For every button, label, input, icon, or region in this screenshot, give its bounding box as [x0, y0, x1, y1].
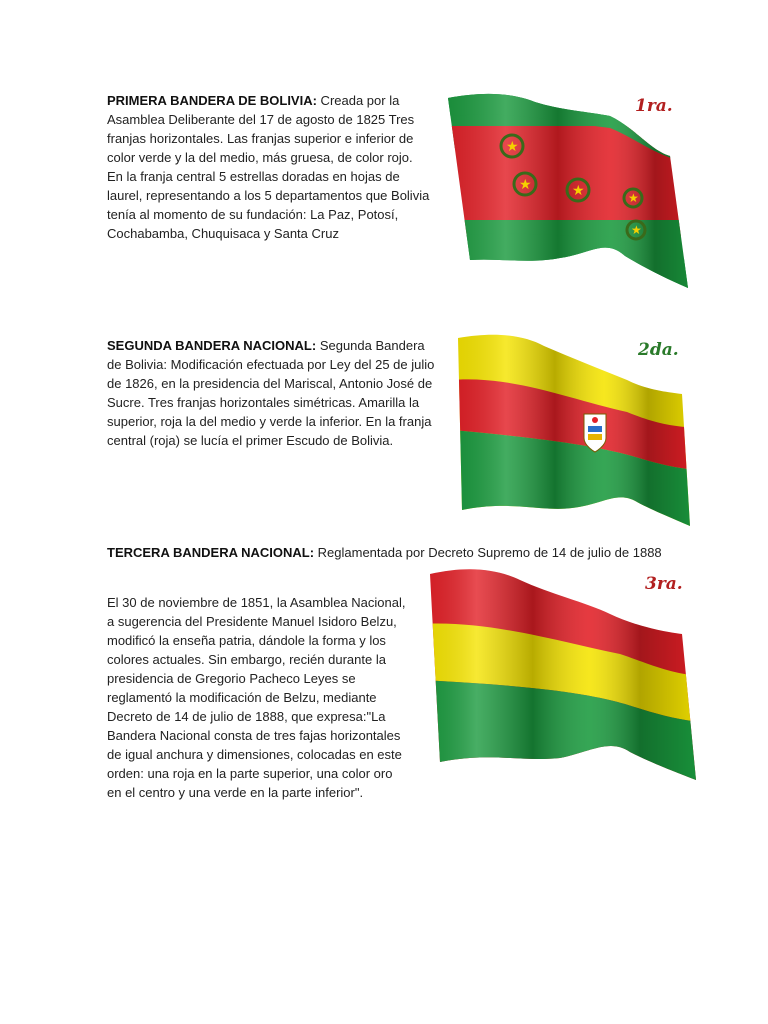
third-flag-badge: 3ra.: [645, 574, 683, 594]
section-2-body: Segunda Bandera de Bolivia: Modificación efectuada por Ley del 25 de julio de 1826, en la presidencia del Mariscal, Antonio José de Sucre. Tres franjas horizontales simétricas. Amarilla la superior, roja la del medio y verde la inferior. En la franja central (roja) se lucía el primer Escudo de Bolivia.: [107, 338, 435, 448]
svg-text:★: ★: [572, 182, 585, 198]
third-flag-image: [420, 562, 702, 790]
section-3-body: El 30 de noviembre de 1851, la Asamblea Nacional, a sugerencia del Presidente Manuel Isidoro Belzu, modificó la enseña patria, dándole la forma y los colores actuales. Sin embargo, recién durante la presidencia de Gregorio Pacheco Leyes se reglamentó la modificación de Belzu, mediante Decreto de 14 de julio de 1888, que expresa:"La Bandera Nacional consta de tres fajas horizontales de igual anchura y dimensiones, colocadas en este orden: una roja en la parte superior, una color oro en el centro y una verde en la parte inferior".: [107, 595, 406, 800]
second-flag-badge: 2da.: [638, 340, 679, 360]
section-1-heading: PRIMERA BANDERA DE BOLIVIA:: [107, 93, 317, 108]
coat-of-arms-icon: [584, 414, 606, 452]
second-flag-image: [452, 330, 697, 535]
svg-text:★: ★: [519, 176, 532, 192]
section-1-body: Creada por la Asamblea Deliberante del 17 de agosto de 1825 Tres franjas horizontales. Las franjas superior e inferior de color verde y la del medio, más gruesa, de color rojo. En la franja central 5 estrellas doradas en hojas de laurel, representando a los 5 departamentos que Bolivia tenía al momento de su fundación: La Paz, Potosí, Cochabamba, Chuquisaca y Santa Cruz: [107, 93, 430, 241]
svg-text:★: ★: [628, 191, 639, 205]
first-flag-badge: 1ra.: [635, 96, 673, 116]
section-3-heading: TERCERA BANDERA NACIONAL:: [107, 545, 315, 560]
section-2-heading: SEGUNDA BANDERA NACIONAL:: [107, 338, 317, 353]
section-2-text: [107, 336, 442, 450]
svg-text:★: ★: [506, 138, 519, 154]
first-flag-image: [440, 88, 702, 298]
svg-text:★: ★: [631, 223, 642, 237]
section-1-text: [107, 91, 430, 243]
section-3-intro: Reglamentada por Decreto Supremo de 14 de julio de 1888: [314, 545, 662, 560]
section-3-text: [107, 543, 667, 562]
